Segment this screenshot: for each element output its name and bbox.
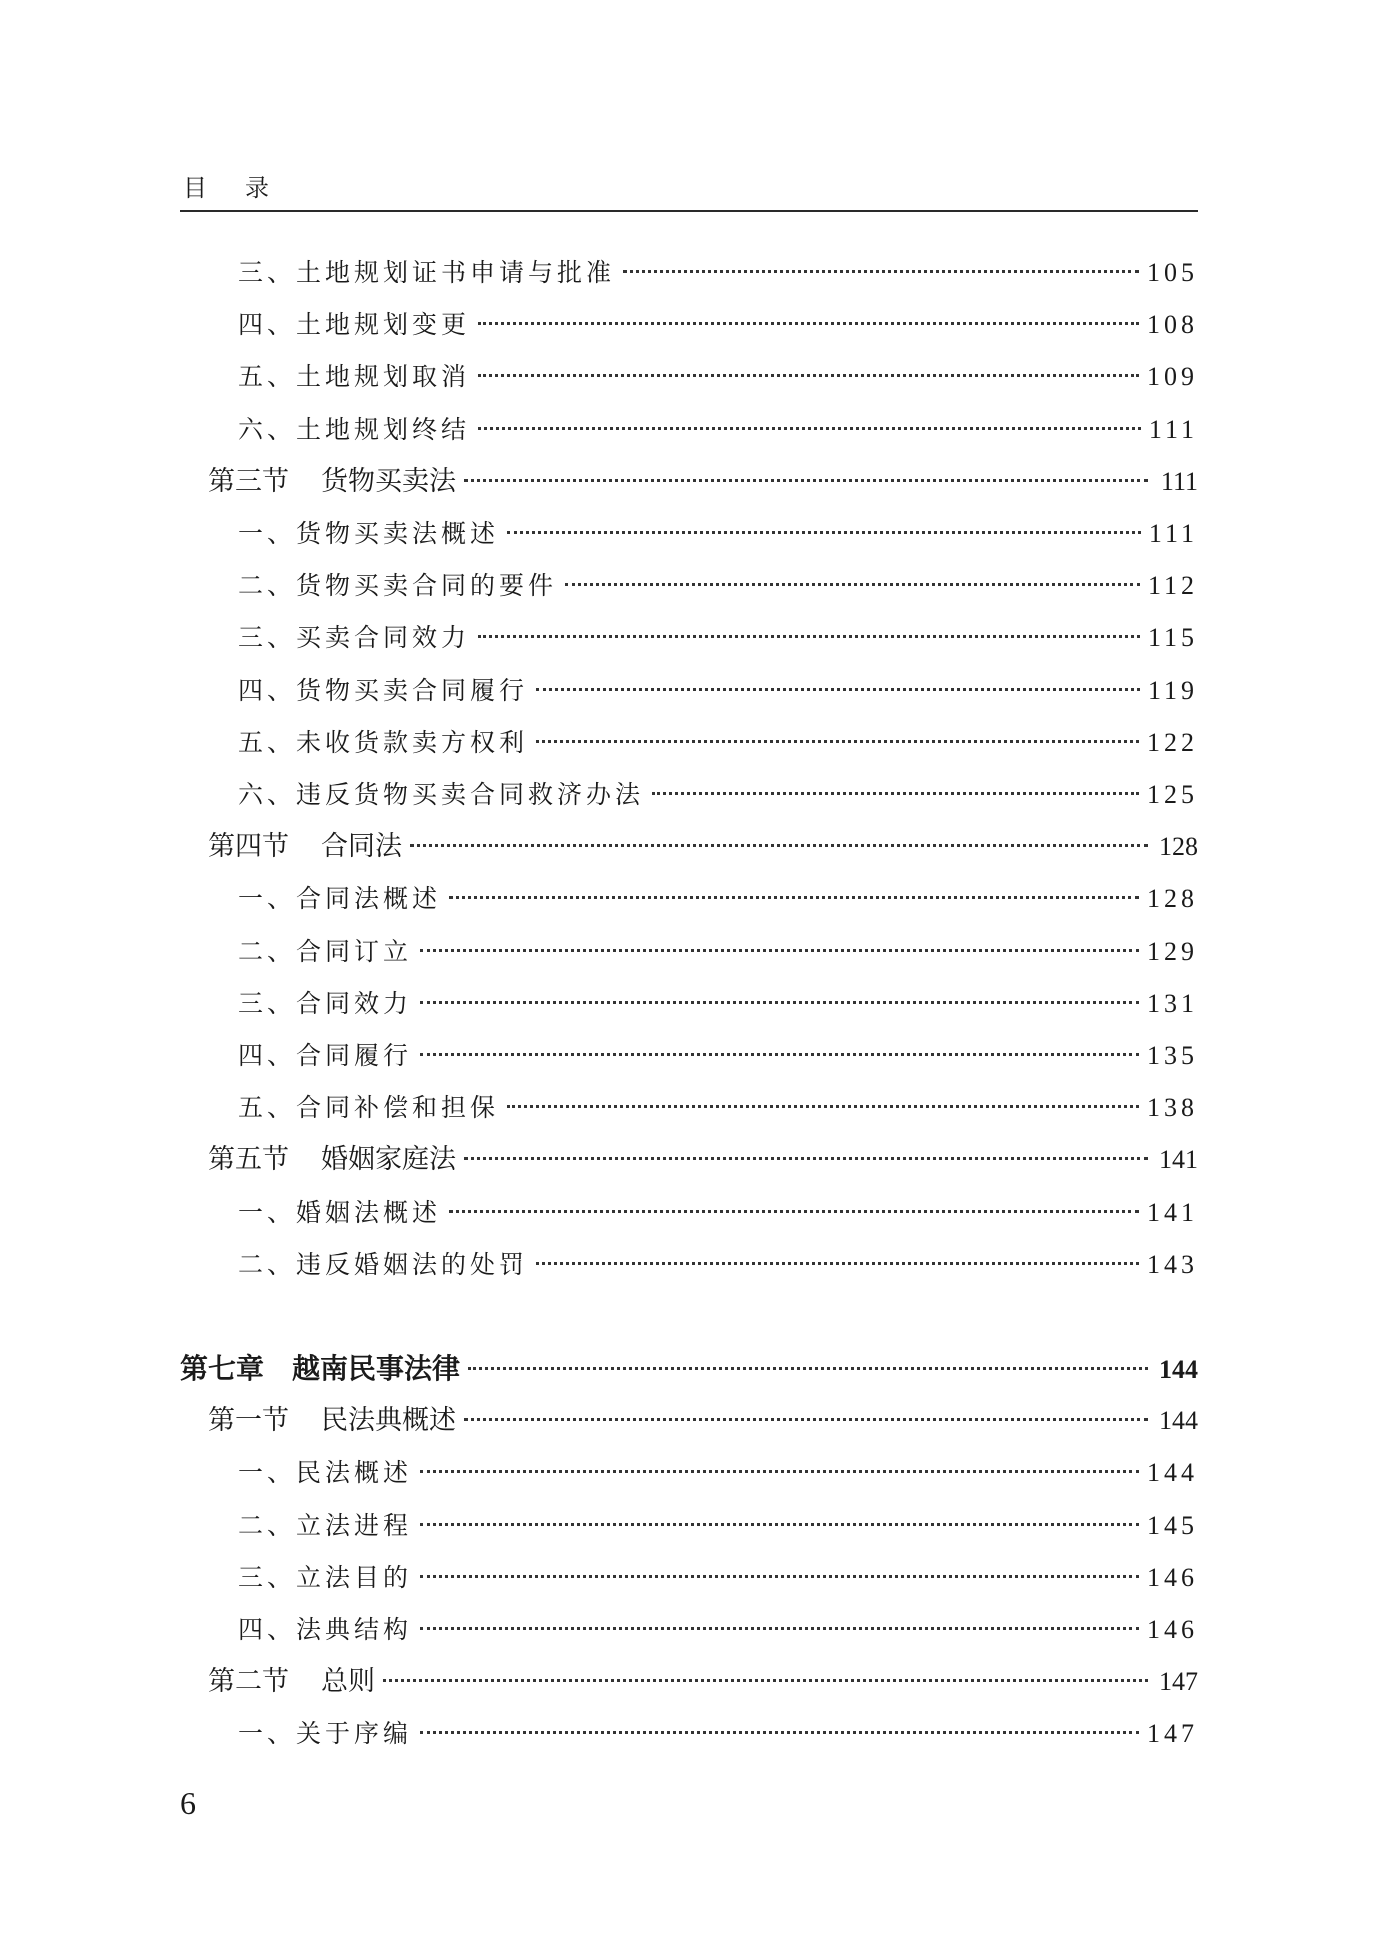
toc-entry-label: 货物买卖法 <box>321 466 456 497</box>
toc-entry-title <box>238 1088 499 1128</box>
toc-entry-page: 147 <box>1159 1667 1198 1696</box>
toc-entry-page: 143 <box>1147 1250 1198 1279</box>
page-number: 6 <box>180 1785 196 1821</box>
toc-entry-page: 144 <box>1147 1458 1198 1487</box>
toc-entry-item <box>238 932 1198 972</box>
dot-leader <box>536 740 1139 743</box>
toc-entry-section <box>208 1401 1198 1441</box>
dot-leader <box>478 374 1139 377</box>
toc-entry-page: 128 <box>1159 832 1198 861</box>
toc-entry-title <box>208 827 402 867</box>
toc-entry-number: 第五节 <box>208 1144 289 1175</box>
toc-entry-section <box>208 1140 1198 1180</box>
toc-entry-title <box>238 1714 412 1754</box>
dot-leader <box>410 844 1148 847</box>
toc-entry-page: 111 <box>1148 415 1198 444</box>
toc-entry-title <box>238 1036 412 1076</box>
toc-entry-section <box>208 462 1198 502</box>
toc-entry-item <box>238 984 1198 1024</box>
toc-entry-item <box>238 671 1198 711</box>
toc-entry-label: 四、土地规划变更 <box>238 310 471 339</box>
dot-leader <box>449 1210 1139 1213</box>
toc-entry-label: 一、婚姻法概述 <box>238 1198 442 1227</box>
toc-entry-label: 三、立法目的 <box>238 1563 413 1592</box>
toc-entry-item <box>238 1453 1198 1493</box>
toc-entry-title <box>238 671 528 711</box>
toc-entry-page: 144 <box>1159 1406 1198 1435</box>
toc-entry-label: 五、未收货款卖方权利 <box>238 728 529 757</box>
toc-entry-item <box>238 305 1198 345</box>
toc-entry-page: 105 <box>1147 258 1198 287</box>
toc-entry-number: 第七章 <box>180 1352 265 1385</box>
toc-entry-title <box>238 305 470 345</box>
toc-entry-title <box>238 1506 412 1546</box>
dot-leader <box>536 688 1140 691</box>
dot-leader <box>478 322 1139 325</box>
toc-entry-title <box>238 775 644 815</box>
dot-leader <box>468 1367 1148 1370</box>
toc-entry-item <box>238 514 1198 554</box>
dot-leader <box>507 531 1141 534</box>
toc-entry-number: 第一节 <box>208 1405 289 1436</box>
toc-entry-title <box>238 1453 412 1493</box>
toc-entry-title <box>238 723 528 763</box>
dot-leader <box>420 1575 1139 1578</box>
toc-entry-item <box>238 1610 1198 1650</box>
toc-entry-label: 二、货物买卖合同的要件 <box>238 571 558 600</box>
toc-entry-label: 一、货物买卖法概述 <box>238 519 500 548</box>
toc-entry-title <box>238 1558 412 1598</box>
toc-entry-item <box>238 253 1198 293</box>
toc-entry-page: 112 <box>1147 571 1198 600</box>
toc-entry-item <box>238 618 1198 658</box>
toc-entry-title <box>238 253 615 293</box>
toc-entry-item <box>238 410 1198 450</box>
dot-leader <box>652 792 1139 795</box>
toc-entry-item <box>238 723 1198 763</box>
toc-entry-page: 128 <box>1147 884 1198 913</box>
toc-entry-label: 民法典概述 <box>321 1405 456 1436</box>
dot-leader <box>623 270 1139 273</box>
toc-entry-title <box>208 1662 375 1702</box>
toc-entry-number: 第二节 <box>208 1666 289 1697</box>
toc-entry-label: 五、土地规划取消 <box>238 362 471 391</box>
dot-leader <box>420 1731 1139 1734</box>
toc-entry-page: 147 <box>1147 1719 1198 1748</box>
toc-entry-item <box>238 1088 1198 1128</box>
toc-entry-item <box>238 879 1198 919</box>
toc-entry-page: 125 <box>1147 780 1198 809</box>
toc-entry-label: 六、土地规划终结 <box>238 415 471 444</box>
toc-entry-label: 合同法 <box>321 831 402 862</box>
dot-leader <box>420 1470 1139 1473</box>
dot-leader <box>478 427 1141 430</box>
toc-entry-title <box>208 1401 456 1441</box>
toc-entry-title <box>208 462 456 502</box>
toc-entry-label: 六、违反货物买卖合同救济办法 <box>238 780 645 809</box>
toc-entry-section <box>208 827 1198 867</box>
toc-entry-title <box>238 1193 441 1233</box>
toc-entry-label: 三、买卖合同效力 <box>238 623 471 652</box>
toc-entry-page: 111 <box>1148 519 1198 548</box>
toc-entry-item <box>238 1558 1198 1598</box>
toc-entry-page: 135 <box>1147 1041 1198 1070</box>
toc-entry-page: 131 <box>1147 989 1198 1018</box>
toc-entry-chapter <box>180 1349 1198 1389</box>
toc-entry-page: 144 <box>1159 1355 1198 1384</box>
toc-entry-label: 二、违反婚姻法的处罚 <box>238 1250 529 1279</box>
dot-leader <box>420 949 1139 952</box>
toc-entry-number: 第四节 <box>208 831 289 862</box>
toc-entry-title <box>238 932 412 972</box>
toc-entry-title <box>238 410 470 450</box>
toc-entry-page: 138 <box>1147 1093 1198 1122</box>
dot-leader <box>507 1105 1139 1108</box>
toc-entry-page: 111 <box>1160 467 1198 496</box>
toc-entry-label: 三、土地规划证书申请与批准 <box>238 258 616 287</box>
toc-entry-page: 119 <box>1147 676 1198 705</box>
toc-entry-item <box>238 566 1198 606</box>
toc-entry-item <box>238 775 1198 815</box>
dot-leader <box>464 1157 1148 1160</box>
toc-entry-title <box>238 1610 412 1650</box>
toc-entry-title <box>238 1245 528 1285</box>
toc-entry-label: 一、关于序编 <box>238 1719 413 1748</box>
toc-entry-title <box>238 514 499 554</box>
toc-entry-page: 109 <box>1147 362 1198 391</box>
toc-entry-label: 二、立法进程 <box>238 1511 413 1540</box>
toc-entry-item <box>238 1714 1198 1754</box>
toc-entry-title <box>238 566 557 606</box>
toc-entry-title <box>208 1140 456 1180</box>
dot-leader <box>383 1679 1148 1682</box>
toc-entry-label: 一、民法概述 <box>238 1458 413 1487</box>
dot-leader <box>565 583 1140 586</box>
toc-entry-label: 二、合同订立 <box>238 937 413 966</box>
toc-entry-label: 四、货物买卖合同履行 <box>238 676 529 705</box>
toc-entry-page: 146 <box>1147 1615 1198 1644</box>
toc-entry-title <box>238 618 470 658</box>
dot-leader <box>464 1418 1148 1421</box>
toc-entry-number: 第三节 <box>208 466 289 497</box>
toc-entry-item <box>238 1036 1198 1076</box>
toc-entry-title <box>238 357 470 397</box>
toc-entry-title <box>238 879 441 919</box>
header-rule <box>180 210 1198 212</box>
dot-leader <box>536 1262 1139 1265</box>
dot-leader <box>449 896 1139 899</box>
toc-entry-label: 三、合同效力 <box>238 989 413 1018</box>
toc-entry-section <box>208 1662 1198 1702</box>
toc-entry-title <box>180 1349 460 1389</box>
toc-entry-item <box>238 357 1198 397</box>
toc-entry-item <box>238 1193 1198 1233</box>
toc-entry-label: 四、法典结构 <box>238 1615 413 1644</box>
dot-leader <box>420 1523 1139 1526</box>
toc-entry-page: 122 <box>1147 728 1198 757</box>
toc-entry-title <box>238 984 412 1024</box>
toc-entry-page: 108 <box>1147 310 1198 339</box>
dot-leader <box>420 1627 1139 1630</box>
toc-entry-page: 141 <box>1159 1145 1198 1174</box>
toc-entry-label: 一、合同法概述 <box>238 884 442 913</box>
toc-entry-page: 141 <box>1147 1198 1198 1227</box>
toc-entry-page: 146 <box>1147 1563 1198 1592</box>
toc-entry-item <box>238 1506 1198 1546</box>
dot-leader <box>420 1001 1139 1004</box>
dot-leader <box>478 635 1140 638</box>
toc-entry-label: 四、合同履行 <box>238 1041 413 1070</box>
running-head: 目录 <box>183 174 307 202</box>
toc-entry-label: 总则 <box>321 1666 375 1697</box>
toc-entry-label: 五、合同补偿和担保 <box>238 1093 500 1122</box>
toc-entry-page: 129 <box>1147 937 1198 966</box>
dot-leader <box>464 479 1148 482</box>
dot-leader <box>420 1053 1139 1056</box>
toc-entry-label: 婚姻家庭法 <box>321 1144 456 1175</box>
toc-entry-page: 115 <box>1147 623 1198 652</box>
toc-entry-page: 145 <box>1147 1511 1198 1540</box>
toc-entry-item <box>238 1245 1198 1285</box>
toc-entry-label: 越南民事法律 <box>292 1352 461 1385</box>
